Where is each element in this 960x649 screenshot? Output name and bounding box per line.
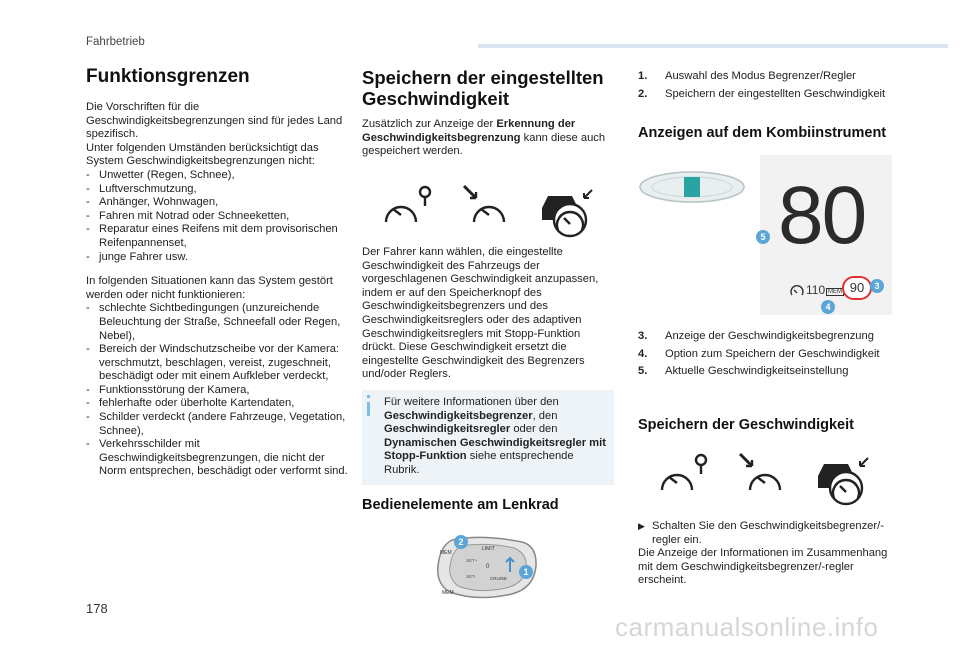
- middle-body: Der Fahrer kann wählen, die eingestellte Geschwindigkeit des Fahrzeugs der vorgeschlagenen Geschwindigkeit anzupassen, indem er auf den Speicherknopf des Geschwindigkeitsbegrenzers und des Geschwindigkeitsreglers oder des adaptiven Geschwindigkeitsreglers mit Stopp-Funktion drückt. Diese Geschwindigkeit ersetzt die eingestellte Geschwindigkeit des Begrenzers und/oder Reglers.: [362, 246, 599, 381]
- limits-list-item: - Anhänger, Wohnwagen,: [86, 196, 348, 210]
- stalk-label-set-plus: SET+: [466, 558, 478, 563]
- item-number: 1.: [638, 70, 648, 82]
- left-para-2: Unter folgenden Umständen berücksichtigt das System Geschwindigkeitsbegrenzungen nicht:: [86, 141, 319, 168]
- speed-memo-hand-icon-2: [740, 454, 780, 490]
- info-text: Für weitere Informationen über den Geschwindigkeitsbegrenzer, den Geschwindigkeitsregler oder den Dynamischen Geschwindigkeitsregler mit Stopp-Funktion siehe entsprechende Rubrik.: [384, 396, 606, 476]
- info-box: [362, 390, 614, 485]
- action-step-text: Schalten Sie den Geschwindigkeitsbegrenzer/-regler ein.: [652, 520, 884, 546]
- instrument-cluster-illustration: [638, 155, 892, 315]
- memory-icons-row: [380, 180, 610, 242]
- numbered-list-mid: [638, 330, 898, 383]
- callout-4: 4: [821, 300, 835, 314]
- numbered-item: [638, 70, 898, 84]
- middle-intro: Zusätzlich zur Anzeige der Erkennung der Geschwindigkeitsbegrenzung kann diese auch gespeichert werden.: [362, 118, 606, 158]
- numbered-item: [638, 348, 898, 362]
- cruise-car-icon: [542, 190, 592, 236]
- heading-funktionsgrenzen: Funktionsgrenzen: [86, 66, 250, 87]
- stalk-label-mem-top: MEM: [440, 550, 452, 556]
- callout-3: 3: [870, 279, 884, 293]
- set-speed-value: 110: [806, 283, 826, 297]
- item-number: 4.: [638, 347, 648, 360]
- cruise-car-icon-2: [818, 458, 868, 504]
- disturbance-list-item: - Bereich der Windschutzscheibe vor der Kamera: verschmutzt, beschlagen, vereist, zugeschneit, beschädigt oder mit einem Aufkleber verdeckt,: [86, 343, 348, 384]
- page-number: 178: [86, 601, 108, 616]
- memory-icons-row-2: [656, 448, 886, 510]
- callout-5: 5: [756, 230, 770, 244]
- item-text: Anzeige der Geschwindigkeitsbegrenzung: [665, 330, 874, 342]
- item-text: Auswahl des Modus Begrenzer/Regler: [665, 70, 856, 82]
- heading-line-1: Speichern der eingestellten: [362, 67, 604, 88]
- left-column: [86, 101, 348, 479]
- left-para-3: In folgenden Situationen kann das System gestört werden oder nicht funktionieren:: [86, 275, 333, 301]
- header-bar: [478, 44, 948, 48]
- numbered-item: [638, 365, 898, 379]
- limits-list-item: - Unwetter (Regen, Schnee),: [86, 169, 348, 183]
- heading-anzeigen-kombiinstrument: Anzeigen auf dem Kombiinstrument: [638, 125, 887, 141]
- item-number: 5.: [638, 365, 648, 378]
- watermark: carmanualsonline.info: [615, 612, 879, 642]
- stalk-label-limit: LIMIT: [482, 546, 495, 552]
- item-number: 2.: [638, 87, 648, 100]
- item-text: Aktuelle Geschwindigkeitseinstellung: [665, 365, 849, 378]
- speed-memo-hand-icon: [464, 186, 504, 222]
- item-text: Option zum Speichern der Geschwindigkeit: [665, 347, 880, 360]
- limiter-memo-icon-2: [662, 455, 706, 490]
- info-icon-bar: [367, 402, 370, 416]
- heading-speichern-geschwindigkeit: Speichern der Geschwindigkeit: [638, 417, 854, 433]
- limits-list-item: - Luftverschmutzung,: [86, 183, 348, 197]
- disturbance-list-item: - schlechte Sichtbedingungen (unzureichende Beleuchtung der Straße, Schneefall oder Regen, Nebel),: [86, 302, 348, 343]
- step-triangle-icon: ▶: [638, 521, 645, 531]
- disturbance-list-item: - Verkehrsschilder mit Geschwindigkeitsbegrenzungen, die nicht der Norm entsprechen, beschädigt oder verformt sind.: [86, 438, 348, 479]
- limits-list-item: - junge Fahrer usw.: [86, 251, 348, 265]
- numbered-list-top: [638, 70, 898, 105]
- section-header: Fahrbetrieb: [86, 36, 145, 48]
- action-step: [638, 520, 898, 547]
- stalk-label-set-minus: SET-: [466, 574, 477, 579]
- stalk-label-mem-bottom: MEM: [442, 590, 454, 596]
- right-after-text: Die Anzeige der Informationen im Zusammenhang mit dem Geschwindigkeitsbegrenzer/-regler erscheint.: [638, 547, 888, 587]
- limiter-memo-icon: [386, 187, 430, 222]
- info-icon-dot: [367, 395, 370, 398]
- stalk-label-zero: 0: [486, 564, 490, 570]
- stalk-label-cruise: CRUISE: [490, 576, 508, 581]
- speed-limit-sign: 90: [842, 276, 872, 300]
- right-bottom-text: [638, 520, 898, 588]
- left-para-1: Die Vorschriften für die Geschwindigkeitsbegrenzungen sind für jedes Land spezifisch.: [86, 101, 343, 141]
- item-number: 3.: [638, 330, 648, 342]
- disturbance-list-item: - Funktionsstörung der Kamera,: [86, 384, 348, 398]
- limits-list-item: - Fahren mit Notrad oder Schneeketten,: [86, 210, 348, 224]
- disturbance-list-item: - Schilder verdeckt (andere Fahrzeuge, Vegetation, Schnee),: [86, 411, 348, 438]
- heading-speichern-eingestellten: [362, 67, 604, 109]
- item-text: Speichern der eingestellten Geschwindigkeit: [665, 87, 886, 100]
- numbered-item: [638, 88, 898, 102]
- cluster-gauge-graphic: [638, 169, 746, 205]
- callout-1: 1: [519, 565, 533, 579]
- heading-line-2: Geschwindigkeit: [362, 88, 510, 109]
- callout-2: 2: [454, 535, 468, 549]
- disturbance-list-item: - fehlerhafte oder überholte Kartendaten,: [86, 397, 348, 411]
- heading-bedienelemente: Bedienelemente am Lenkrad: [362, 497, 559, 513]
- disturbance-list: [86, 302, 348, 479]
- limiter-small-icon: [790, 283, 804, 297]
- limits-list-item: - Reparatur eines Reifens mit dem provisorischen Reifenpannenset,: [86, 223, 348, 250]
- numbered-item: [638, 330, 898, 344]
- current-speed-value: 80: [778, 170, 866, 261]
- mem-badge: MEM: [828, 289, 842, 295]
- limits-list: [86, 169, 348, 264]
